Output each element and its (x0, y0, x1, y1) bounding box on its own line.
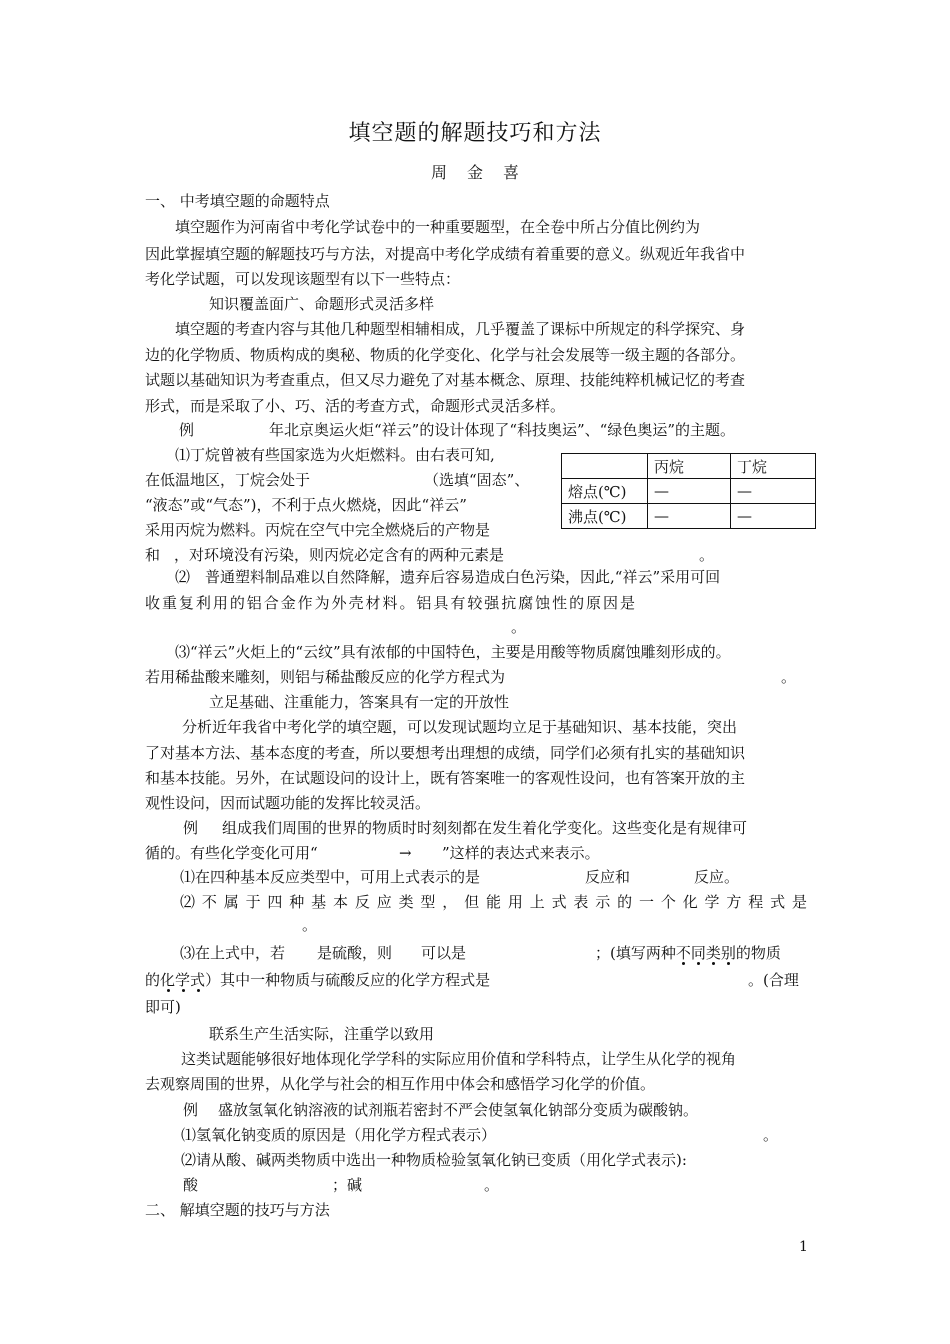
question-line: 反应。 (694, 868, 740, 886)
paragraph-line: 和基本技能。另外，在试题设问的设计上，既有答案唯一的客观性设问，也有答案开放的主 (145, 769, 746, 787)
table-cell: 丁烷 (731, 454, 816, 479)
subheading: 立足基础、注重能力，答案具有一定的开放性 (209, 693, 510, 711)
author-char: 周 (430, 163, 447, 182)
table-cell: 熔点(℃) (562, 479, 648, 504)
table-cell: 沸点(℃) (562, 504, 648, 529)
question-line: 即可) (145, 998, 181, 1016)
paragraph-line: 因此掌握填空题的解题技巧与方法，对提高中考化学成绩有着重要的意义。纵观近年我省中 (145, 245, 746, 263)
example-text: ”这样的表达式来表示。 (442, 844, 600, 862)
example-text: 组成我们周围的世界的物质时时刻刻都在发生着化学变化。这些变化是有规律可 (222, 819, 748, 837)
question-line: 和 (145, 546, 161, 564)
paragraph-line: 试题以基础知识为考查重点，但又尽力避免了对基本概念、原理、技能纯粹机械记忆的考查 (145, 371, 746, 389)
paragraph-line: 边的化学物质、物质构成的奥秘、物质的化学变化、化学与社会发展等一级主题的各部分。 (145, 346, 746, 364)
table-header-row (562, 454, 816, 479)
question-line: 采用丙烷为燃料。丙烷在空气中完全燃烧后的产物是 (145, 521, 491, 539)
paragraph-line: 观性设问，因而试题功能的发挥比较灵活。 (145, 794, 431, 812)
example-label: 例 (183, 819, 199, 837)
emphasis-char: 别 (720, 944, 736, 962)
paragraph-line: 去观察周围的世界，从化学与社会的相互作用中体会和感悟学习化学的价值。 (145, 1075, 656, 1093)
question-line (595, 940, 810, 966)
emphasis-char: 式 (190, 971, 206, 989)
paragraph-line: 分析近年我省中考化学的填空题，可以发现试题均立足于基础知识、基本技能，突出 (182, 718, 738, 736)
section-heading: 一、 中考填空题的命题特点 (145, 192, 330, 210)
question-line: 是硫酸，则 (317, 944, 393, 962)
question-line: 。 (781, 668, 797, 686)
question-line: 在低温地区，丁烷会处于 (145, 471, 311, 489)
question-line: 。 (699, 546, 715, 564)
question-line: ⑶在上式中，若 (180, 944, 286, 962)
text-fragment: 的 (145, 971, 161, 989)
question-line: 。 (302, 916, 318, 934)
paragraph-line: 填空题的考查内容与其他几种题型相辅相成，几乎覆盖了课标中所规定的科学探究、身 (175, 320, 746, 338)
text-fragment: 的物质 (735, 944, 781, 962)
text-fragment: ）其中一种物质与硫酸反应的化学方程式是 (205, 971, 491, 989)
table-cell: 丙烷 (648, 454, 731, 479)
question-line: ⑴丁烷曾被有些国家选为火炬燃料。由右表可知, (175, 446, 495, 464)
table-cell: — (648, 504, 731, 529)
answer-label-acid: 酸 (183, 1176, 199, 1194)
example-text: 盛放氢氧化钠溶液的试剂瓶若密封不严会使氢氧化钠部分变质为碳酸钠。 (218, 1101, 699, 1119)
paragraph-line: 考化学试题，可以发现该题型有以下一些特点： (145, 270, 461, 288)
paragraph-line: 形式，而是采取了小、巧、活的考查方式，命题形式灵活多样。 (145, 397, 566, 415)
author-char: 金 (466, 163, 483, 182)
example-label: 例 (183, 1101, 199, 1119)
emphasis-char: 类 (705, 944, 721, 962)
subheading: 知识覆盖面广、命题形式灵活多样 (209, 295, 435, 313)
question-line: 可以是 (421, 944, 467, 962)
question-line: ⑴在四种基本反应类型中，可用上式表示的是 (180, 868, 481, 886)
page-number: 1 (799, 1239, 808, 1255)
subheading: 联系生产生活实际，注重学以致用 (209, 1025, 435, 1043)
text-fragment: ；(填写两种 (595, 944, 676, 962)
question-line: 。(合理 (748, 971, 799, 989)
emphasis-char: 化 (160, 971, 176, 989)
emphasis-char: 学 (175, 971, 191, 989)
question-line: ⑵不属于四种基本反应类型，但能用上式表示的一个化学方程式是 (180, 893, 807, 911)
table-cell: — (731, 504, 816, 529)
table-row (562, 504, 816, 529)
question-line (145, 967, 545, 993)
example-text: 循的。有些化学变化可用“ (145, 844, 318, 862)
author-char: 喜 (503, 163, 520, 182)
question-line: ，对环境没有污染，则丙烷必定含有的两种元素是 (174, 546, 505, 564)
question-line: “液态”或“气态”)，不利于点火燃烧，因此“祥云” (145, 496, 467, 514)
page-title: 填空题的解题技巧和方法 (348, 121, 602, 146)
property-table (561, 453, 816, 529)
answer-label-base: ；碱 (332, 1176, 363, 1194)
question-line: 。 (763, 1126, 779, 1144)
table-row (562, 479, 816, 504)
emphasis-char: 不 (675, 944, 691, 962)
author (0, 160, 950, 186)
question-line: 反应和 (585, 868, 631, 886)
section-heading: 二、 解填空题的技巧与方法 (145, 1201, 330, 1219)
question-line: ⑵请从酸、碱两类物质中选出一种物质检验氢氧化钠已变质（用化学式表示): (181, 1151, 687, 1169)
answer-end: 。 (484, 1176, 500, 1194)
table-cell: — (731, 479, 816, 504)
question-line: （选填“固态”、 (424, 471, 530, 489)
paragraph-line: 了对基本方法、基本态度的考查，所以要想考出理想的成绩，同学们必须有扎实的基础知识 (145, 744, 746, 762)
question-line: ⑶“祥云”火炬上的“云纹”具有浓郁的中国特色，主要是用酸等物质腐蚀雕刻形成的。 (175, 643, 731, 661)
question-line: 收重复利用的铝合金作为外壳材料。铝具有较强抗腐蚀性的原因是 (145, 594, 635, 612)
emphasis-char: 同 (690, 944, 706, 962)
question-line: 。 (511, 618, 527, 636)
question-line: ⑵ 普通塑料制品难以自然降解，遗弃后容易造成白色污染，因此,“祥云”采用可回 (175, 568, 721, 586)
table-cell (562, 454, 648, 479)
question-line: ⑴氢氧化钠变质的原因是（用化学方程式表示） (181, 1126, 497, 1144)
table-cell: — (648, 479, 731, 504)
example-label: 例 (179, 421, 195, 439)
arrow-icon: → (399, 844, 412, 862)
paragraph-line: 填空题作为河南省中考化学试卷中的一种重要题型，在全卷中所占分值比例约为 (175, 218, 701, 236)
question-line: 若用稀盐酸来雕刻，则铝与稀盐酸反应的化学方程式为 (145, 668, 506, 686)
paragraph-line: 这类试题能够很好地体现化学学科的实际应用价值和学科特点，让学生从化学的视角 (181, 1050, 737, 1068)
example-text: 年北京奥运火炬“祥云”的设计体现了“科技奥运”、“绿色奥运”的主题。 (269, 421, 736, 439)
